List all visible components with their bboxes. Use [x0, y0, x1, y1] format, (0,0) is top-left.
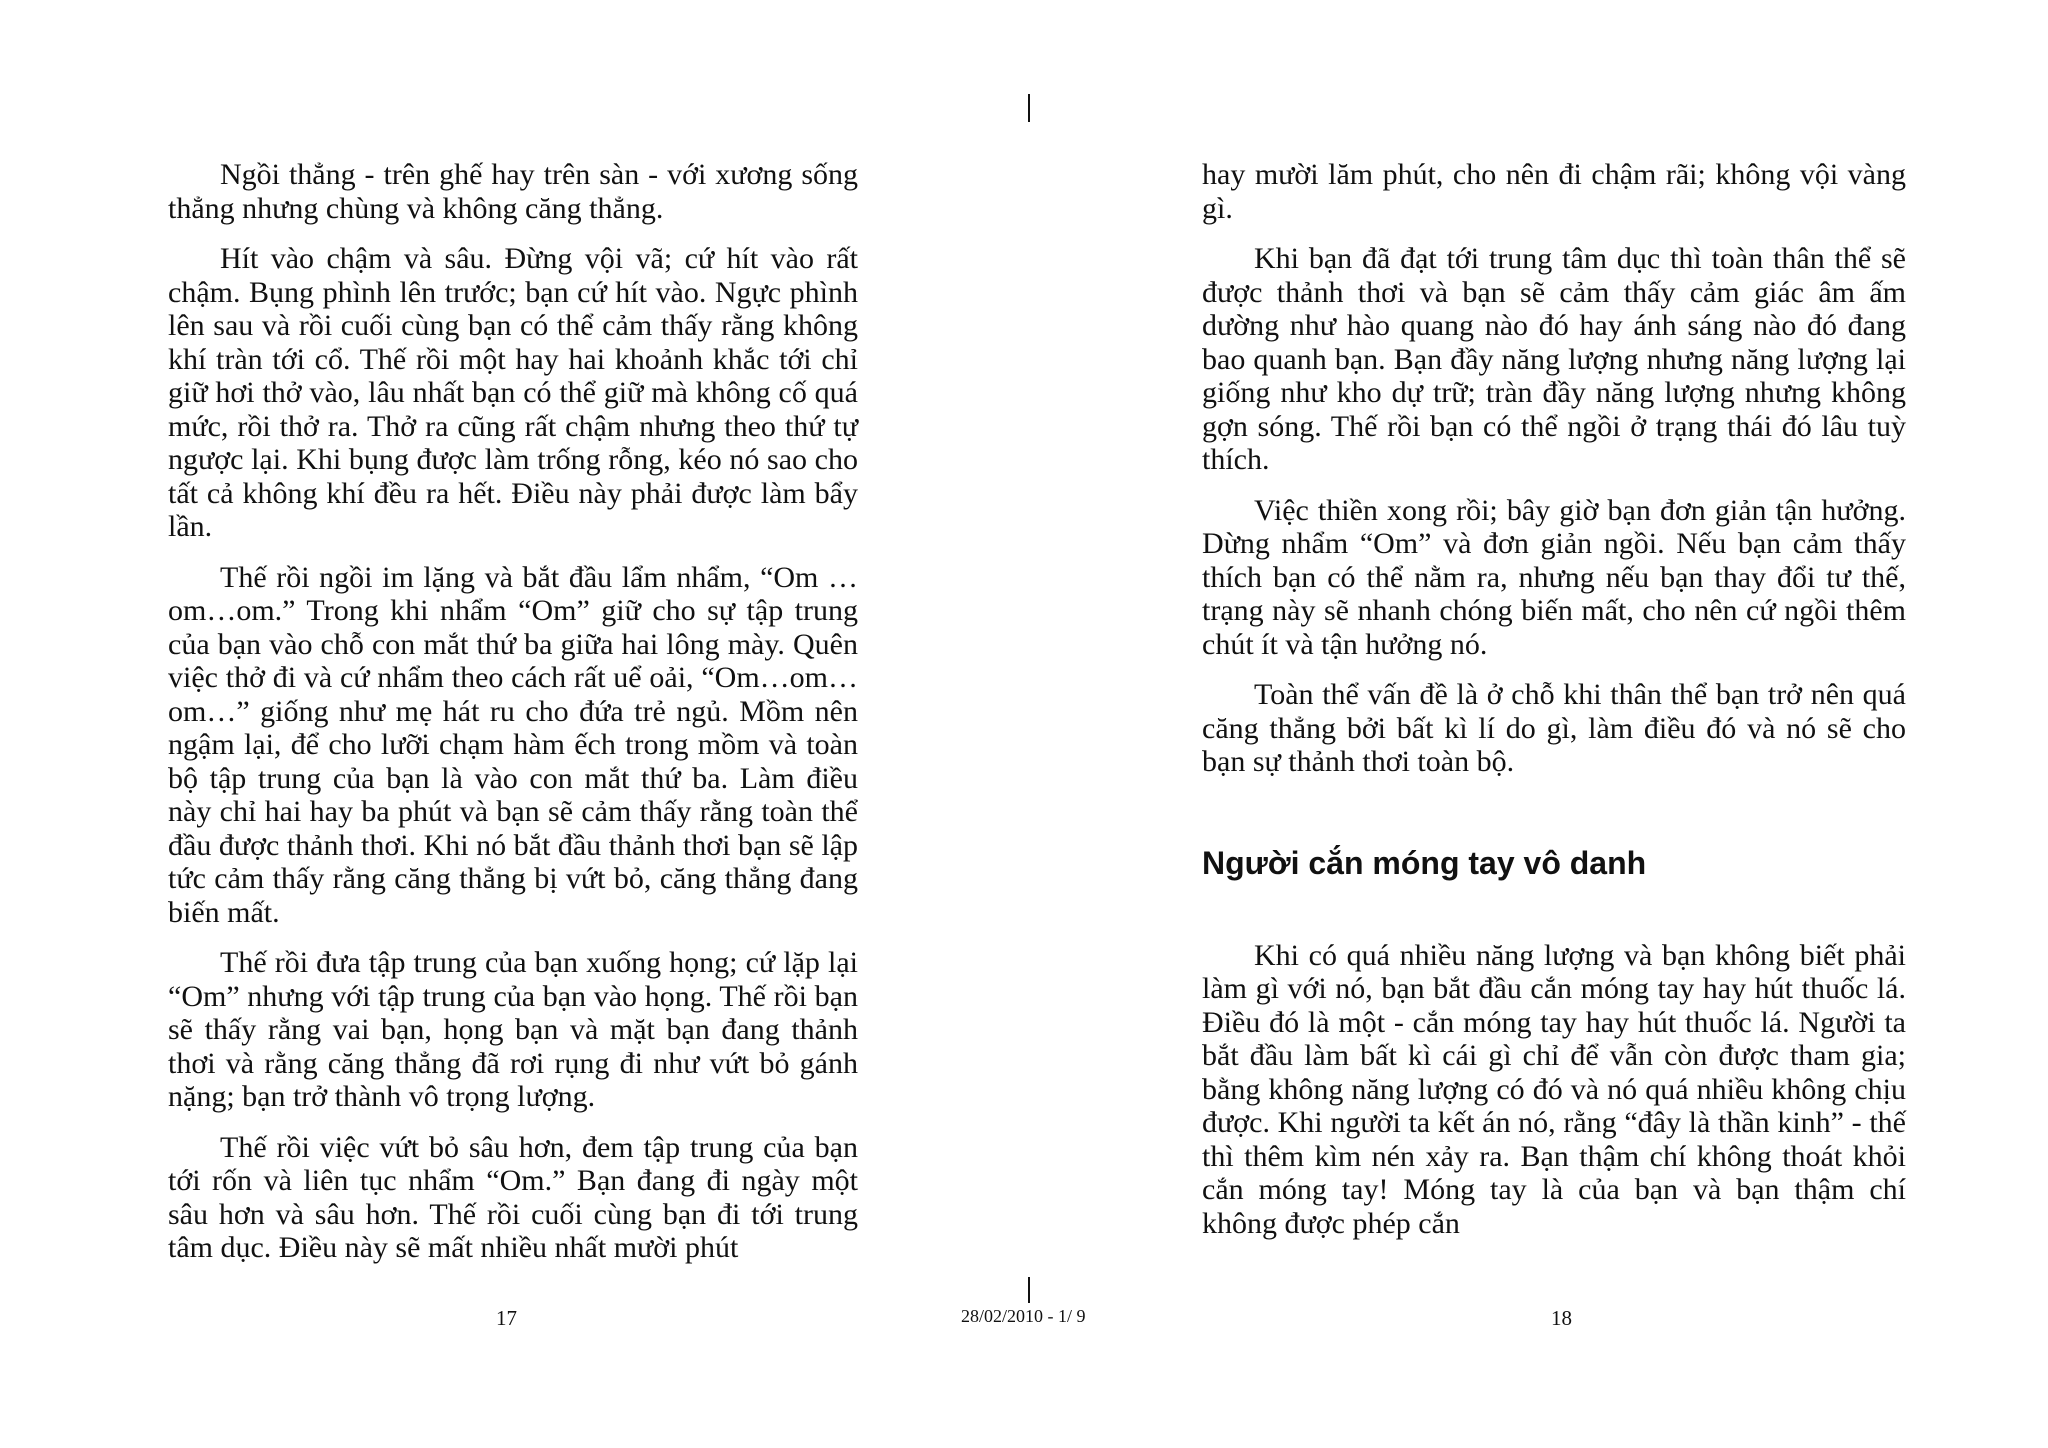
paragraph-continued: hay mười lăm phút, cho nên đi chậm rãi; không vội vàng gì. [1202, 158, 1906, 225]
paragraph: Hít vào chậm và sâu. Đừng vội vã; cứ hít vào rất chậm. Bụng phình lên trước; bạn cứ hít vào. Ngực phình lên sau và rồi cuối cùng bạn có thể cảm thấy rằng không khí tràn tới cổ. Thế rồi một hay hai khoảnh khắc tới chỉ giữ hơi thở vào, lâu nhất bạn có thể giữ mà không cố quá mức, rồi thở ra. Thở ra cũng rất chậm nhưng theo thứ tự ngược lại. Khi bụng được làm trống rỗng, kéo nó sao cho tất cả không khí đều ra hết. Điều này phải được làm bẩy lần. [168, 242, 858, 543]
paragraph: Thế rồi việc vứt bỏ sâu hơn, đem tập trung của bạn tới rốn và liên tục nhẩm “Om.” Bạn đang đi ngày một sâu hơn và sâu hơn. Thế rồi cuối cùng bạn đi tới trung tâm dục. Điều này sẽ mất nhiều nhất mười phút [168, 1130, 858, 1264]
center-fold-mark-bottom [1028, 1277, 1030, 1303]
page-number-right: 18 [1551, 1306, 1572, 1330]
paragraph: Thế rồi ngồi im lặng và bắt đầu lẩm nhẩm, “Om …om…om.” Trong khi nhẩm “Om” giữ cho sự tập trung của bạn vào chỗ con mắt thứ ba giữa hai lông mày. Quên việc thở đi và cứ nhẩm theo cách rất uể oải, “Om…om…om…” giống như mẹ hát ru cho đứa trẻ ngủ. Mồm nên ngậm lại, để cho lưỡi chạm hàm ếch trong mồm và toàn bộ tập trung của bạn là vào con mắt thứ ba. Làm điều này chỉ hai hay ba phút và bạn sẽ cảm thấy rằng toàn thể đầu được thảnh thơi. Khi nó bắt đầu thảnh thơi bạn sẽ lập tức cảm thấy rằng căng thẳng bị vứt bỏ, căng thẳng đang biến mất. [168, 560, 858, 929]
center-fold-mark-top [1028, 94, 1030, 122]
left-page-text [168, 158, 858, 1282]
right-page-text [1202, 158, 1906, 1257]
paragraph: Ngồi thẳng - trên ghế hay trên sàn - với xương sống thẳng nhưng chùng và không căng thẳng. [168, 158, 858, 225]
paragraph: Toàn thể vấn đề là ở chỗ khi thân thể bạn trở nên quá căng thẳng bởi bất kì lí do gì, làm điều đó và nó sẽ cho bạn sự thảnh thơi toàn bộ. [1202, 678, 1906, 778]
page-number-left: 17 [496, 1306, 517, 1330]
paragraph: Thế rồi đưa tập trung của bạn xuống họng; cứ lặp lại “Om” nhưng với tập trung của bạn vào họng. Thế rồi bạn sẽ thấy rằng vai bạn, họng bạn và mặt bạn đang thảnh thơi và rằng căng thẳng đã rơi rụng đi như vứt bỏ gánh nặng; bạn trở thành vô trọng lượng. [168, 946, 858, 1113]
footer-date-page: 28/02/2010 - 1/ 9 [961, 1306, 1086, 1326]
paragraph: Khi bạn đã đạt tới trung tâm dục thì toàn thân thể sẽ được thảnh thơi và bạn sẽ cảm thấy cảm giác âm ấm dường như hào quang nào đó hay ánh sáng nào đó đang bao quanh bạn. Bạn đầy năng lượng nhưng năng lượng lại giống như kho dự trữ; tràn đầy năng lượng nhưng không gợn sóng. Thế rồi bạn có thể ngồi ở trạng thái đó lâu tuỳ thích. [1202, 242, 1906, 476]
section-heading: Người cắn móng tay vô danh [1202, 844, 1647, 881]
paragraph: Khi có quá nhiều năng lượng và bạn không biết phải làm gì với nó, bạn bắt đầu cắn móng tay hay hút thuốc lá. Điều đó là một - cắn móng tay hay hút thuốc lá. Người ta bắt đầu làm bất kì cái gì chỉ để vẫn còn được tham gia; bằng không năng lượng có đó và nó quá nhiều không chịu được. Khi người ta kết án nó, rằng “đây là thần kinh” - thế thì thêm kìm nén xảy ra. Bạn thậm chí không thoát khỏi cắn móng tay! Móng tay là của bạn và bạn thậm chí không được phép cắn [1202, 938, 1906, 1240]
paragraph: Việc thiền xong rồi; bây giờ bạn đơn giản tận hưởng. Dừng nhẩm “Om” và đơn giản ngồi. Nếu bạn cảm thấy thích bạn có thể nằm ra, nhưng nếu bạn thay đổi tư thế, trạng này sẽ nhanh chóng biến mất, cho nên cứ ngồi thêm chút ít và tận hưởng nó. [1202, 493, 1906, 661]
